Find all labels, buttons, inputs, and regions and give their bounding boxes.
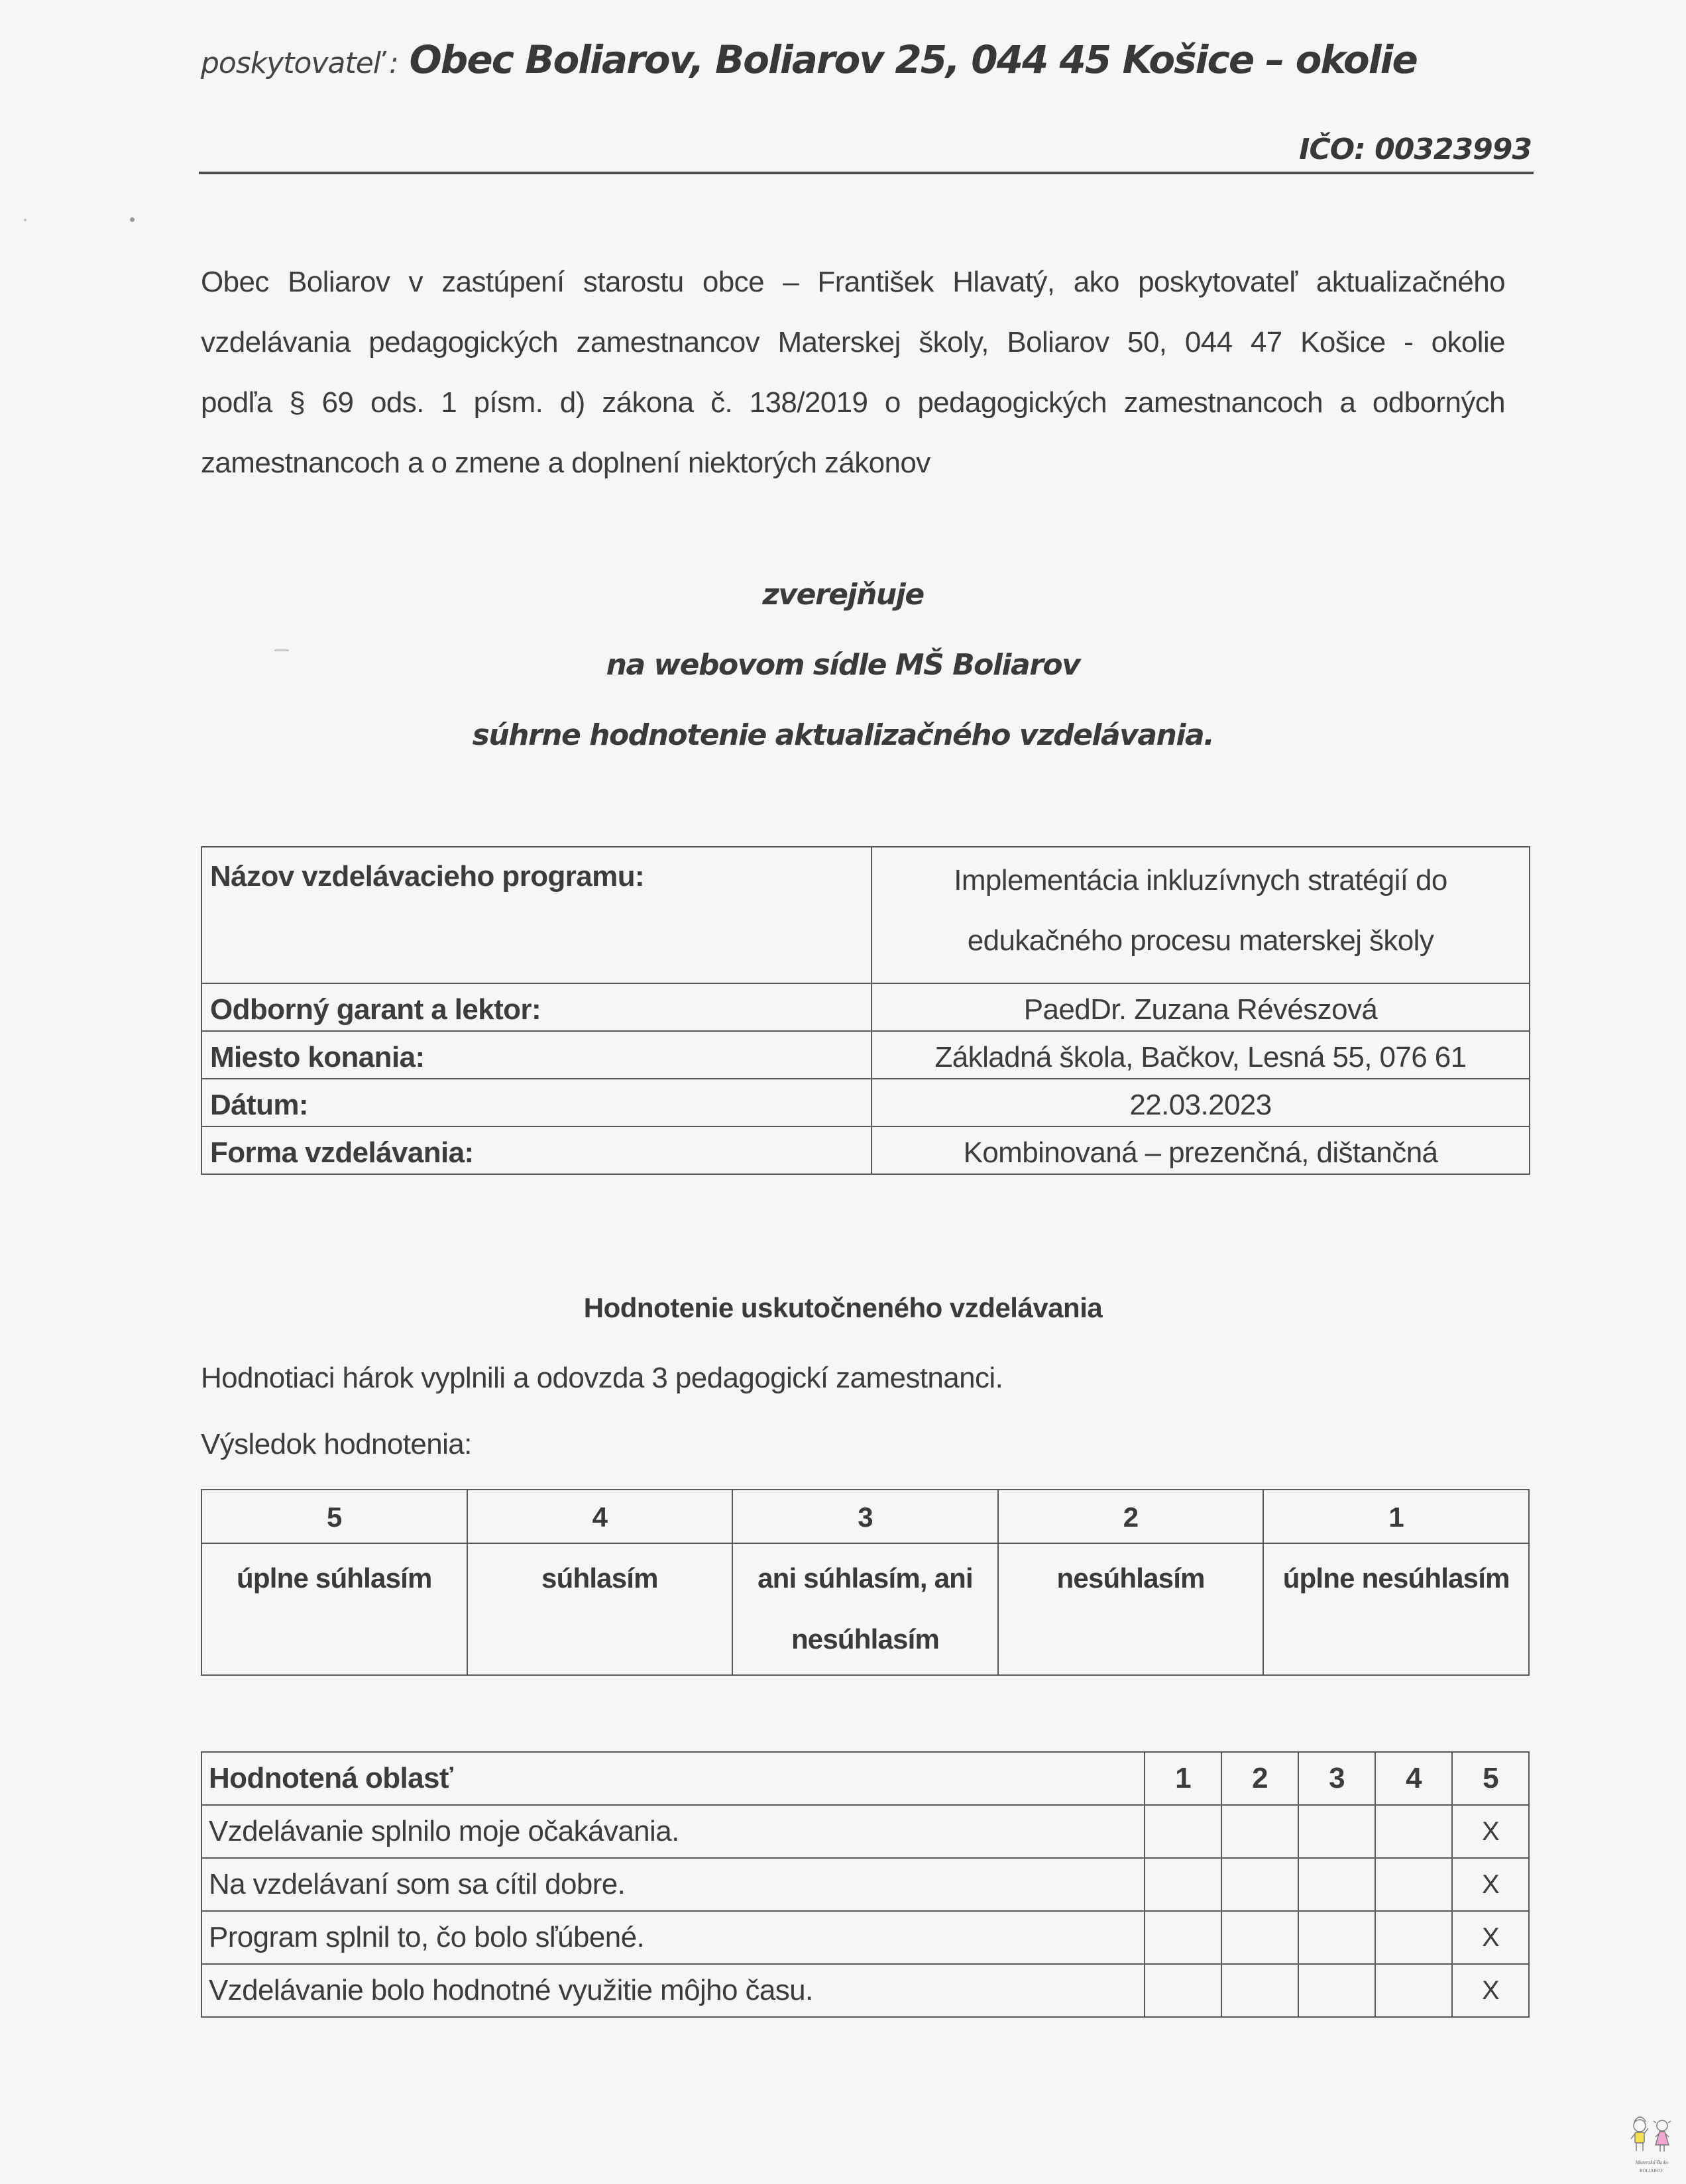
provider-name: Obec Boliarov, Boliarov 25, 044 45 Košice – okolie [409, 37, 1417, 82]
score-mark [1221, 1805, 1298, 1858]
score-mark [1298, 1911, 1375, 1964]
boy-figure-icon [1631, 2117, 1648, 2151]
results-row [201, 1858, 1529, 1911]
score-mark [1145, 1805, 1221, 1858]
scale-label-line: nesúhlasím [791, 1623, 940, 1655]
info-value: Základná škola, Bačkov, Lesná 55, 076 61 [871, 1031, 1530, 1079]
results-header-row [201, 1752, 1529, 1805]
score-mark [1221, 1858, 1298, 1911]
scale-score: 1 [1263, 1490, 1529, 1543]
info-label: Dátum: [201, 1079, 871, 1126]
publication-subject: súhrne hodnotenie aktualizačného vzdelávania. [472, 718, 1214, 752]
intro-line: zamestnancoch a o zmene a doplnení niektorých zákonov [201, 447, 930, 479]
program-name-line: Implementácia inkluzívnych stratégií do [954, 864, 1447, 897]
scale-label: úplne nesúhlasím [1263, 1543, 1529, 1675]
kindergarten-logo [1625, 2111, 1678, 2177]
scan-speck [130, 217, 135, 222]
info-row-venue [201, 1031, 1530, 1079]
score-mark [1298, 1858, 1375, 1911]
provider-header [201, 36, 1417, 87]
girl-dress [1656, 2132, 1669, 2145]
score-mark [1298, 1964, 1375, 2017]
evaluation-results-table [201, 1751, 1530, 2018]
header-divider [199, 172, 1534, 174]
info-label: Názov vzdelávacieho programu: [201, 847, 871, 983]
scale-scores-row [201, 1490, 1529, 1543]
info-value: PaedDr. Zuzana Révészová [871, 983, 1530, 1031]
scale-label: nesúhlasím [998, 1543, 1264, 1675]
info-row-date [201, 1079, 1530, 1126]
intro-line: podľa § 69 ods. 1 písm. d) zákona č. 138/2019 o pedagogických zamestnancoch a odborných [201, 386, 1505, 419]
scan-speck [274, 649, 289, 651]
results-row [201, 1911, 1529, 1964]
score-mark [1375, 1805, 1452, 1858]
evaluation-note: Hodnotiaci hárok vyplnili a odovzda 3 pedagogickí zamestnanci. [201, 1362, 1003, 1394]
results-row [201, 1964, 1529, 2017]
publication-verb: zverejňuje [762, 578, 924, 612]
program-name-line: edukačného procesu materskej školy [967, 924, 1434, 957]
score-mark [1145, 1964, 1221, 2017]
logo-text-line1: Materská škola [1635, 2159, 1668, 2165]
provider-label: poskytovateľ : [201, 46, 398, 80]
results-row [201, 1805, 1529, 1858]
ico-number: IČO: 00323993 [1299, 133, 1532, 166]
scale-label-line: ani súhlasím, ani [758, 1562, 973, 1594]
score-header: 5 [1452, 1752, 1529, 1805]
boy-shirt [1635, 2132, 1644, 2143]
info-row-form [201, 1126, 1530, 1174]
score-header: 1 [1145, 1752, 1221, 1805]
score-mark [1145, 1858, 1221, 1911]
scale-label: súhlasím [467, 1543, 733, 1675]
score-mark [1298, 1805, 1375, 1858]
scale-score: 5 [201, 1490, 467, 1543]
evaluated-area: Vzdelávanie splnilo moje očakávania. [201, 1805, 1145, 1858]
info-row-lecturer [201, 983, 1530, 1031]
evaluation-title: Hodnotenie uskutočneného vzdelávania [583, 1292, 1103, 1323]
info-label: Miesto konania: [201, 1031, 871, 1079]
scale-label [732, 1543, 998, 1675]
rating-scale-table [201, 1489, 1530, 1676]
score-mark: X [1452, 1964, 1529, 2017]
scale-label: úplne súhlasím [201, 1543, 467, 1675]
evaluated-area: Program splnil to, čo bolo sľúbené. [201, 1911, 1145, 1964]
score-mark: X [1452, 1805, 1529, 1858]
scale-score: 3 [732, 1490, 998, 1543]
intro-paragraph [201, 252, 1505, 493]
evaluated-area: Na vzdelávaní som sa cítil dobre. [201, 1858, 1145, 1911]
score-mark [1221, 1964, 1298, 2017]
score-mark [1375, 1964, 1452, 2017]
score-mark [1375, 1858, 1452, 1911]
scale-score: 4 [467, 1490, 733, 1543]
score-mark: X [1452, 1911, 1529, 1964]
girl-figure-icon [1654, 2120, 1671, 2152]
scan-speck [24, 219, 27, 221]
logo-text-line2: BOLIAROV [1639, 2168, 1664, 2173]
score-mark [1145, 1911, 1221, 1964]
score-mark: X [1452, 1858, 1529, 1911]
info-label: Forma vzdelávania: [201, 1126, 871, 1174]
intro-line: vzdelávania pedagogických zamestnancov Materskej školy, Boliarov 50, 044 47 Košice - okolie [201, 326, 1505, 358]
area-header: Hodnotená oblasť [201, 1752, 1145, 1805]
info-value: Kombinovaná – prezenčná, dištančná [871, 1126, 1530, 1174]
scale-labels-row [201, 1543, 1529, 1675]
info-value [871, 847, 1530, 983]
publication-location: na webovom sídle MŠ Boliarov [606, 648, 1080, 682]
info-value: 22.03.2023 [871, 1079, 1530, 1126]
intro-line: Obec Boliarov v zastúpení starostu obce – František Hlavatý, ako poskytovateľ aktualizačného [201, 266, 1505, 298]
score-mark [1221, 1911, 1298, 1964]
scale-score: 2 [998, 1490, 1264, 1543]
program-info-table [201, 846, 1530, 1175]
info-row-program [201, 847, 1530, 983]
score-mark [1375, 1911, 1452, 1964]
result-label: Výsledok hodnotenia: [201, 1428, 472, 1460]
score-header: 4 [1375, 1752, 1452, 1805]
score-header: 3 [1298, 1752, 1375, 1805]
evaluated-area: Vzdelávanie bolo hodnotné využitie môjho času. [201, 1964, 1145, 2017]
info-label: Odborný garant a lektor: [201, 983, 871, 1031]
score-header: 2 [1221, 1752, 1298, 1805]
